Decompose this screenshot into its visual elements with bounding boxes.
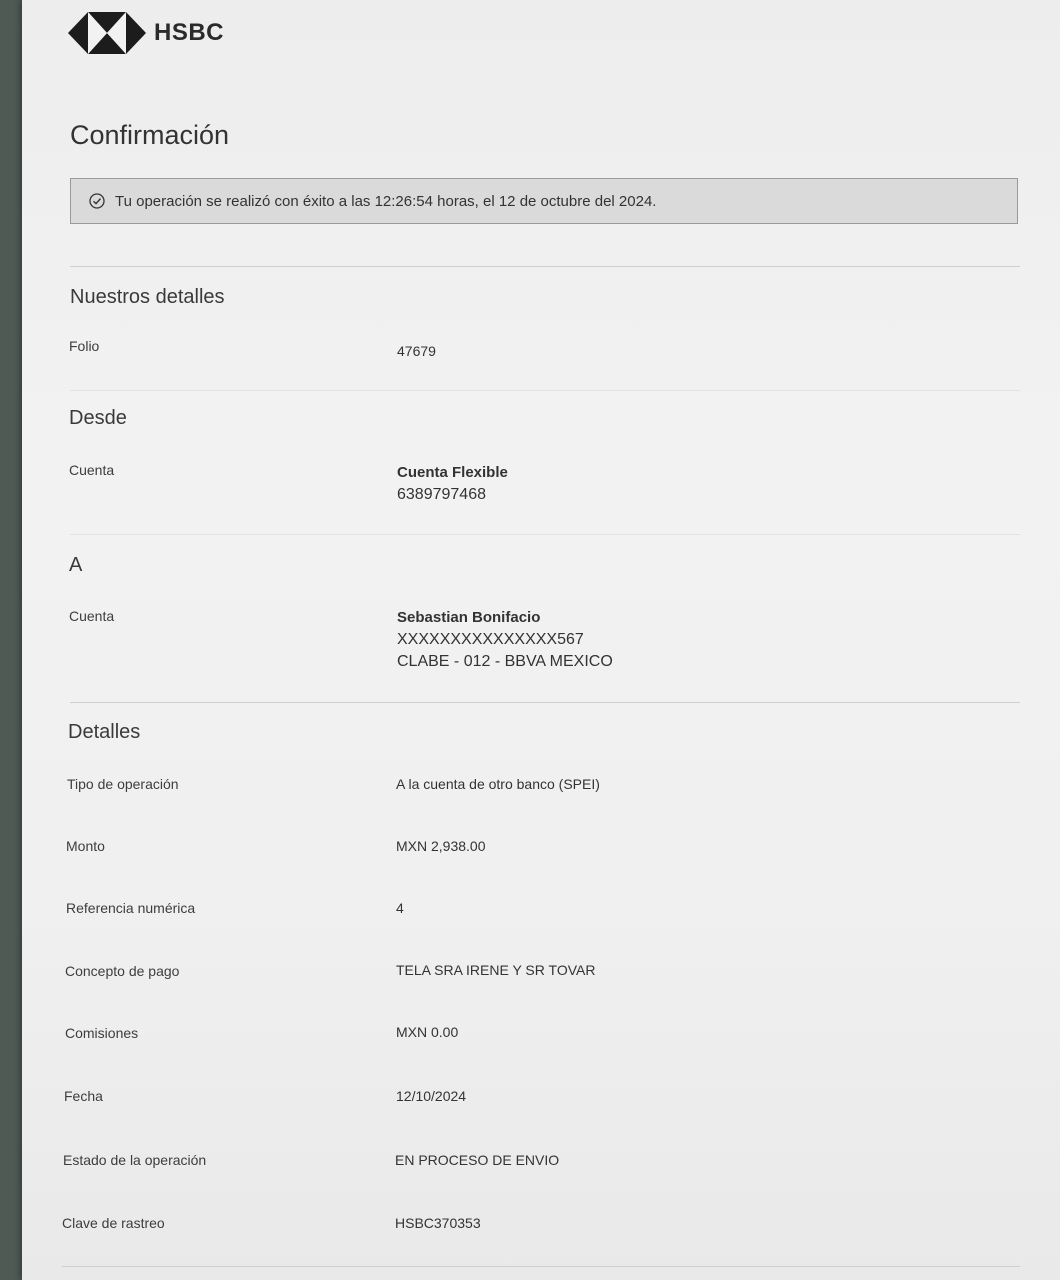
divider — [70, 266, 1020, 267]
detail-value-fecha: 12/10/2024 — [396, 1088, 467, 1104]
detail-value-tipo-operacion: A la cuenta de otro banco (SPEI) — [396, 776, 600, 792]
source-account-name: Cuenta Flexible — [397, 464, 508, 481]
section-title-a: A — [69, 554, 83, 576]
detail-label-comisiones: Comisiones — [65, 1025, 139, 1041]
hsbc-hexagon-icon — [68, 12, 146, 54]
divider — [70, 390, 1020, 391]
detail-label-clave-rastreo: Clave de rastreo — [62, 1215, 165, 1231]
success-banner — [70, 178, 1018, 224]
divider — [62, 1266, 1020, 1267]
hsbc-logo — [68, 12, 224, 54]
folio-label: Folio — [69, 338, 100, 354]
a-cuenta-label: Cuenta — [69, 608, 115, 624]
brand-name: HSBC — [154, 19, 225, 46]
section-title-desde: Desde — [69, 407, 127, 429]
detail-value-comisiones: MXN 0.00 — [396, 1024, 459, 1040]
page-title: Confirmación — [70, 120, 230, 150]
check-circle-icon — [89, 193, 105, 209]
a-cuenta-value — [397, 607, 613, 673]
beneficiary-account: XXXXXXXXXXXXXXX567 — [397, 631, 584, 648]
detail-label-fecha: Fecha — [64, 1088, 103, 1104]
detail-label-monto: Monto — [66, 838, 105, 854]
success-message: Tu operación se realizó con éxito a las 12:26:54 horas, el 12 de octubre del 2024. — [115, 192, 657, 210]
beneficiary-name: Sebastian Bonifacio — [397, 609, 541, 626]
source-account-number: 6389797468 — [397, 486, 486, 503]
beneficiary-clabe: CLABE - 012 - BBVA MEXICO — [397, 653, 613, 670]
document-page — [22, 0, 1060, 1280]
desde-cuenta-value — [397, 462, 508, 506]
detail-label-estado: Estado de la operación — [63, 1152, 207, 1168]
detail-value-estado: EN PROCESO DE ENVIO — [395, 1152, 560, 1168]
detail-label-referencia: Referencia numérica — [66, 900, 196, 916]
folio-value: 47679 — [397, 343, 436, 359]
desde-cuenta-label: Cuenta — [69, 462, 115, 478]
divider — [70, 702, 1020, 703]
section-title-nuestros-detalles: Nuestros detalles — [70, 286, 225, 308]
detail-value-monto: MXN 2,938.00 — [396, 838, 486, 854]
detail-value-clave-rastreo: HSBC370353 — [395, 1215, 481, 1231]
detail-label-concepto: Concepto de pago — [65, 963, 180, 979]
detail-value-concepto: TELA SRA IRENE Y SR TOVAR — [396, 962, 596, 978]
section-title-detalles: Detalles — [68, 721, 141, 743]
detail-label-tipo-operacion: Tipo de operación — [67, 776, 179, 792]
detail-value-referencia: 4 — [396, 900, 404, 916]
divider — [70, 534, 1020, 535]
